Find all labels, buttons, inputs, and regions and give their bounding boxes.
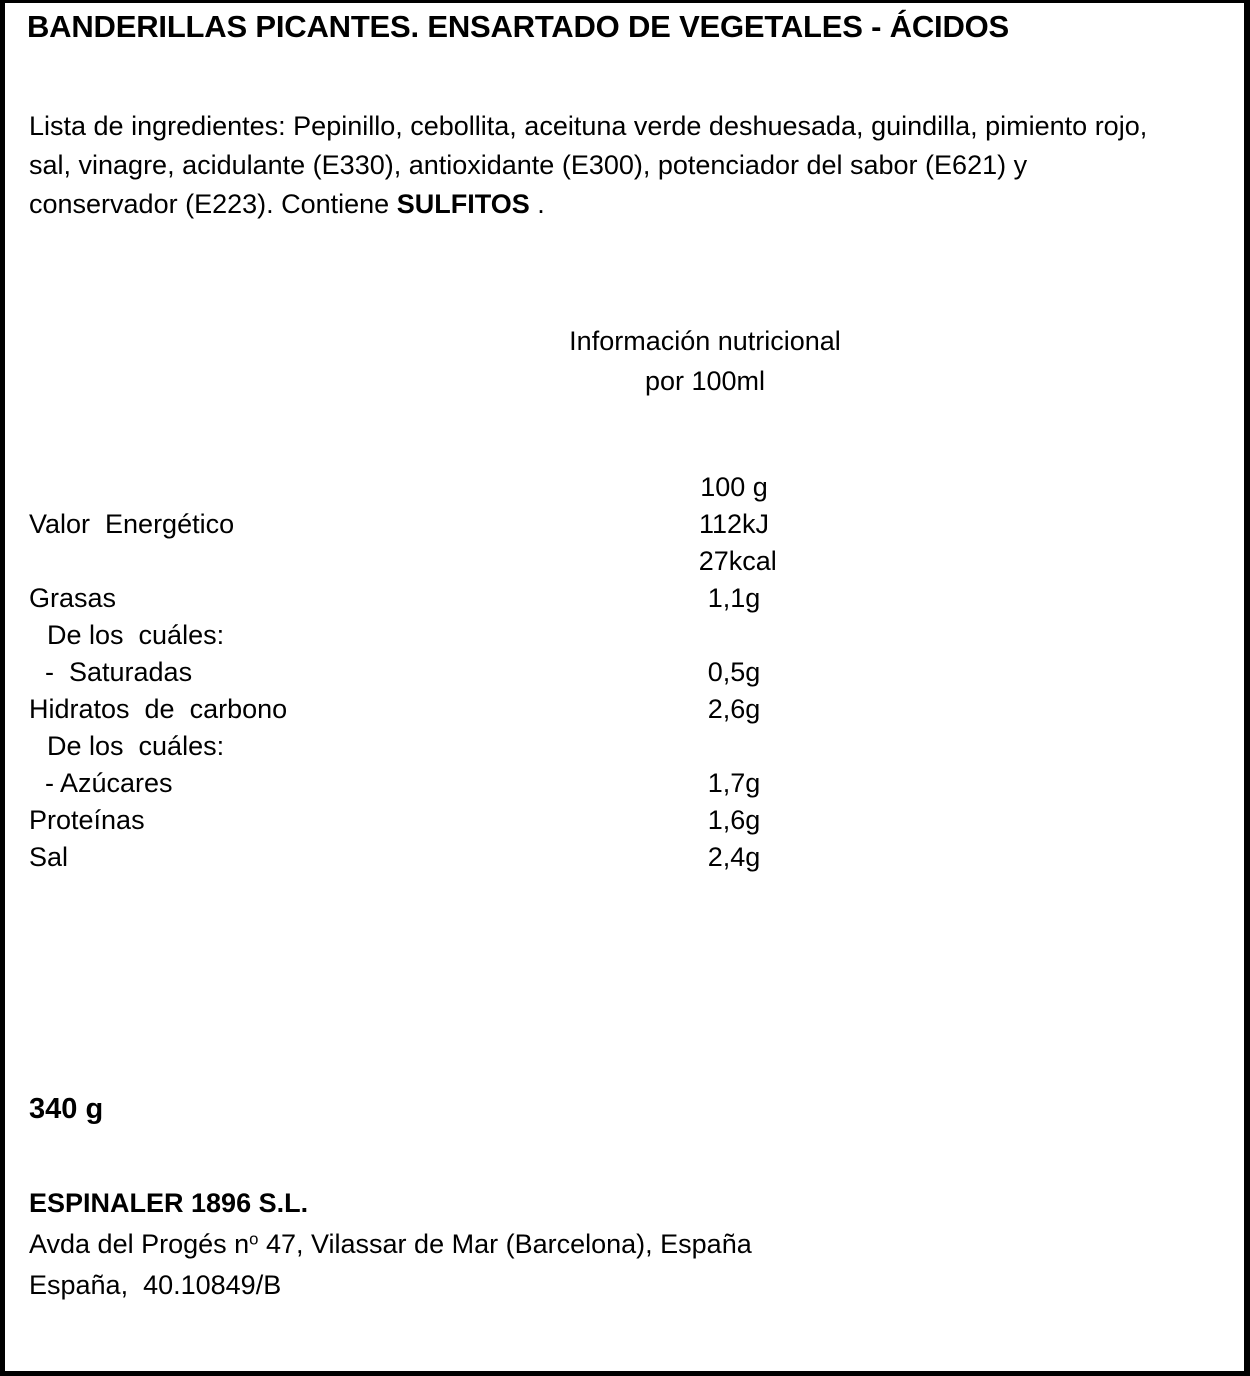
ingredients-list — [29, 107, 1159, 224]
nutrition-column-header: 100 g — [700, 472, 768, 502]
nutrition-row-value: 27kcal — [691, 546, 777, 576]
nutrition-row-value: 112kJ — [698, 509, 770, 539]
address-text-part1: Avda del Progés n — [29, 1229, 250, 1259]
nutrition-panel-header — [395, 321, 1015, 401]
nutrition-row-label: Valor Energético — [29, 509, 235, 539]
nutrition-header-line2: por 100ml — [644, 366, 766, 396]
nutrition-row-label: Hidratos de carbono — [29, 694, 288, 724]
net-weight: 340 g — [29, 1093, 104, 1125]
ingredients-suffix: . — [529, 189, 545, 219]
table-row — [29, 617, 1089, 654]
ingredients-text: Lista de ingredientes: Pepinillo, cebollita, aceituna verde deshuesada, guindilla, pimiento rojo, sal, vinagre, acidulante (E330), antioxidante (E300), potenciador del sabor (E621) y conservador (E223). Contiene — [29, 111, 1155, 219]
nutrition-row-value: 1,7g — [707, 768, 761, 798]
table-row — [29, 765, 1089, 802]
nutrition-row-label: Proteínas — [29, 805, 145, 835]
manufacturer-address — [29, 1224, 1129, 1265]
nutrition-header-line1: Información nutricional — [569, 326, 841, 356]
address-text-part2: 47, Vilassar de Mar (Barcelona), España — [258, 1229, 752, 1259]
nutrition-row-label: - Azúcares — [45, 768, 173, 798]
manufacturer-name: ESPINALER 1896 S.L. — [29, 1188, 309, 1218]
nutrition-row-label: Grasas — [29, 583, 117, 613]
table-row — [29, 691, 1089, 728]
nutrition-row-value: 0,5g — [707, 657, 761, 687]
table-row — [29, 839, 1089, 876]
table-row — [29, 654, 1089, 691]
nutrition-row-value: 1,6g — [707, 805, 761, 835]
page-title: BANDERILLAS PICANTES. ENSARTADO DE VEGETALES - ÁCIDOS — [27, 9, 1010, 44]
nutrition-row-value: 2,4g — [707, 842, 761, 872]
ordinal-indicator: o — [249, 1229, 259, 1249]
nutrition-row-label: Sal — [29, 842, 69, 872]
label-inner — [5, 3, 1244, 1371]
nutrition-row-label: De los cuáles: — [47, 620, 225, 650]
nutrition-row-value: 2,6g — [707, 694, 761, 724]
table-row — [29, 728, 1089, 765]
registration-number: España, 40.10849/B — [29, 1270, 282, 1300]
nutrition-row-label: De los cuáles: — [47, 731, 225, 761]
table-row — [29, 802, 1089, 839]
table-row — [29, 506, 1089, 543]
table-row — [29, 580, 1089, 617]
table-row-column-header — [29, 469, 1089, 506]
allergen-label: SULFITOS — [396, 189, 530, 219]
table-row — [29, 543, 1089, 580]
nutrition-row-label: - Saturadas — [45, 657, 193, 687]
nutrition-row-value: 1,1g — [707, 583, 761, 613]
nutrition-table — [29, 469, 1089, 876]
manufacturer-block — [29, 1183, 1129, 1306]
